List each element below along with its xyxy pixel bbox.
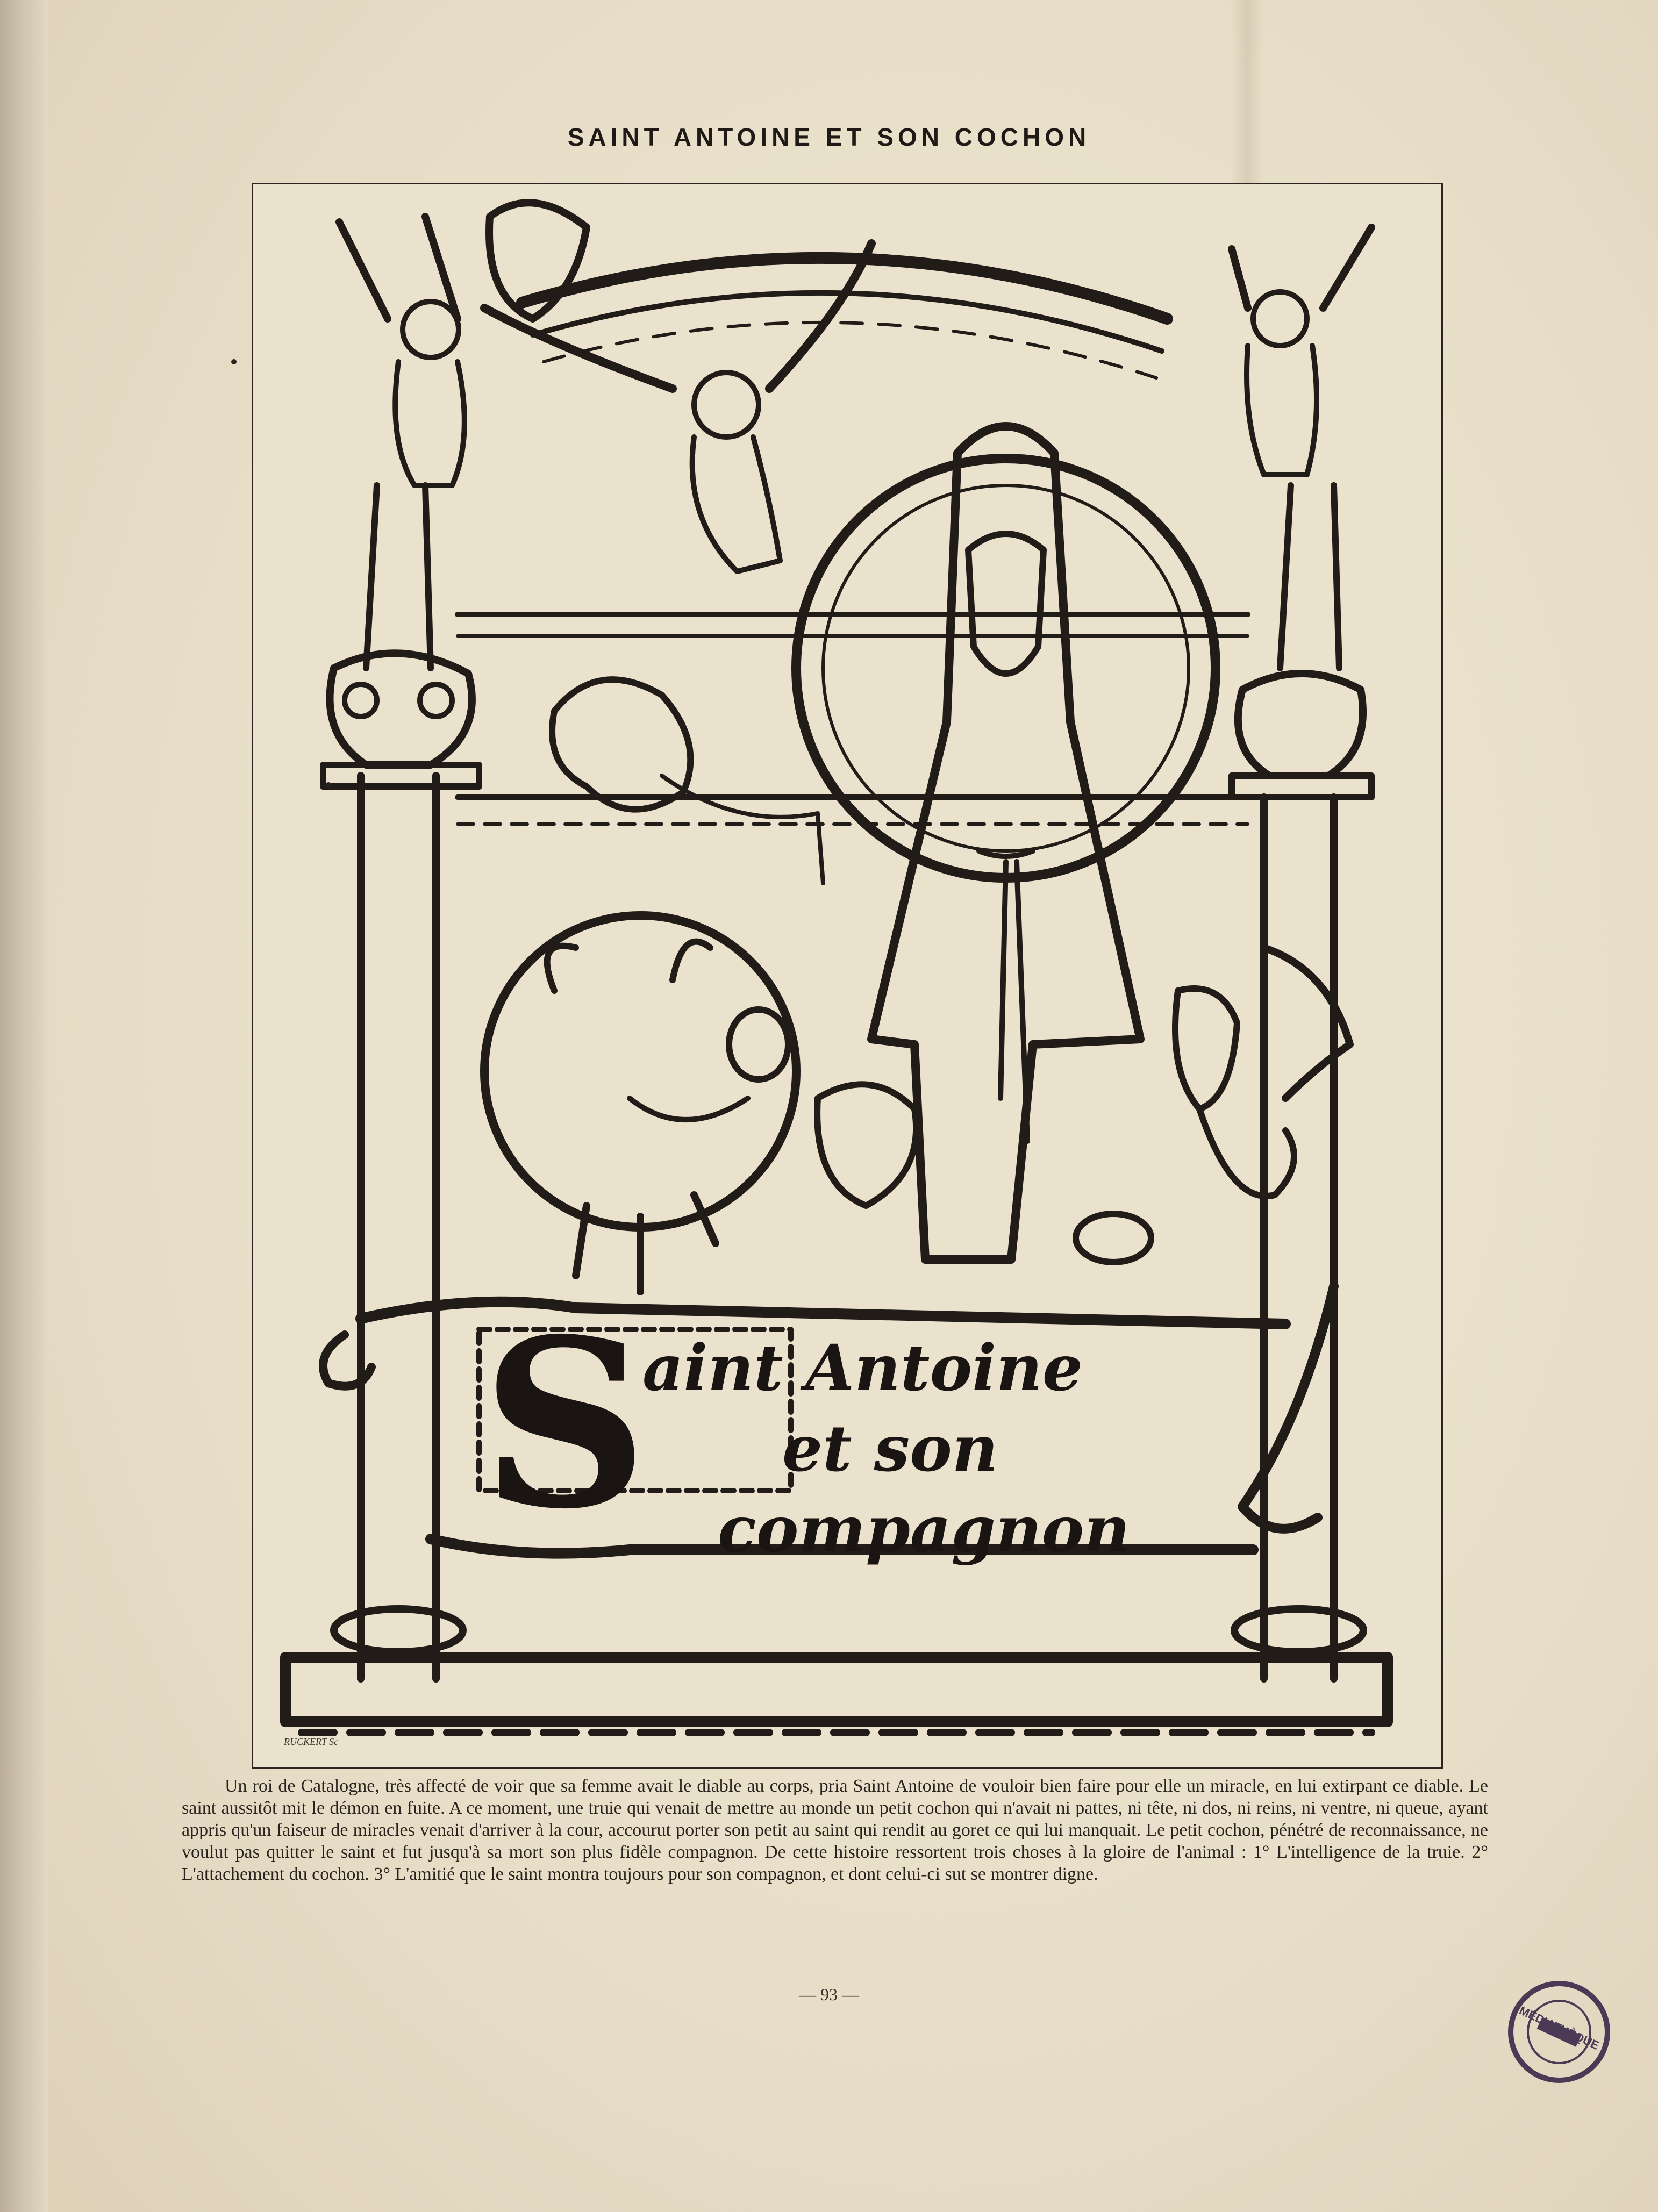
ink-speck bbox=[231, 359, 237, 364]
engraver-signature: RUCKERT Sc bbox=[284, 1736, 339, 1747]
banner-initial-s: S bbox=[481, 1288, 648, 1560]
banner-line-3: compagnon bbox=[718, 1492, 1131, 1566]
stamp-text: MÉDIATHÈQUE bbox=[1517, 2003, 1602, 2052]
caption-text: Un roi de Catalogne, très affecté de voir que sa femme avait le diable au corps, pria Saint Antoine de vouloir bien faire pour elle un miracle, en lui extirpant ce diable. Le saint aussitôt mit le démon en fuite. A ce moment, une truie qui venait de mettre au monde un petit cochon qui n'avait ni pattes, ni tête, ni dos, ni reins, ni ventre, ni queue, ayant appris qu'un faiseur de miracles venait d'arriver à la cour, accourut porter son petit au saint qui rendit au goret ce qui lui manquait. Le petit cochon, pénétré de reconnaissance, ne voulut pas quitter le saint et fut jusqu'à sa mort son plus fidèle compagnon. De cette histoire ressortent trois choses à la gloire de l'animal : 1° L'intelligence de la truie. 2° L'attachement du cochon. 3° L'amitié que le saint montra toujours pour son compagnon, et dont celui-ci sut se montrer digne. bbox=[182, 1776, 1488, 1884]
caption-paragraph bbox=[182, 1775, 1488, 1885]
page-title: SAINT ANTOINE ET SON COCHON bbox=[567, 123, 1091, 151]
banner-line-2: et son bbox=[782, 1411, 998, 1486]
binding-gutter bbox=[0, 0, 48, 2212]
banner-title bbox=[610, 1328, 1320, 1570]
banner-line-1: aint Antoine bbox=[642, 1330, 1083, 1405]
ink-speck bbox=[326, 782, 331, 788]
page-number: — 93 — bbox=[799, 1985, 859, 2004]
